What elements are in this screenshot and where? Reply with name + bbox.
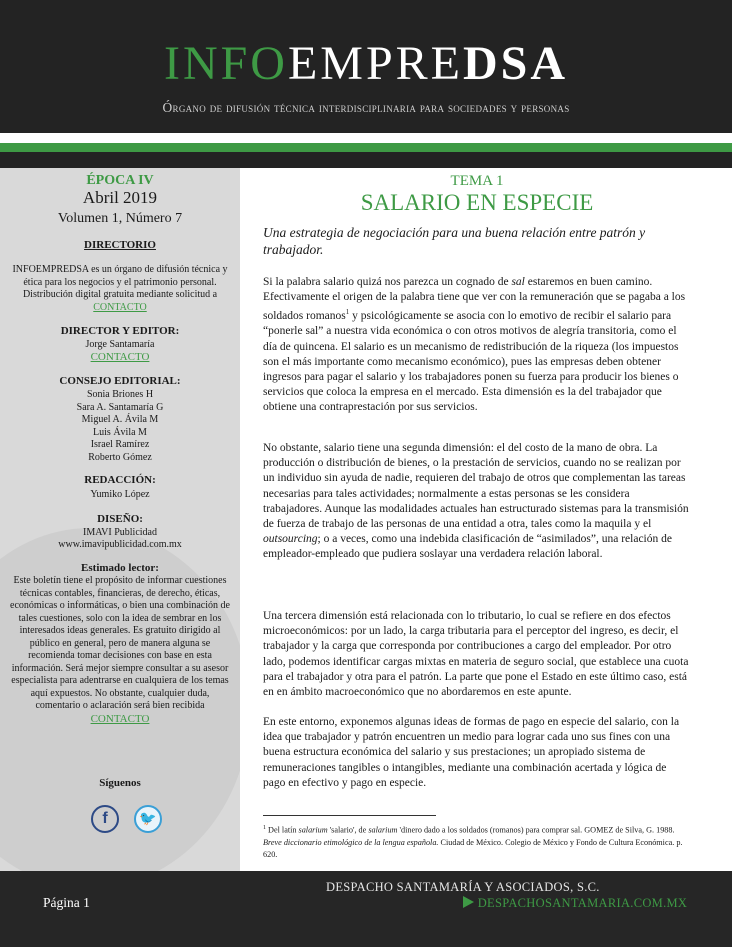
sidebar (0, 168, 240, 871)
p1-sal: sal (511, 276, 525, 288)
directorio-heading: DIRECTORIO (84, 239, 156, 251)
fn-italic: salarium (298, 825, 328, 835)
firm-website[interactable]: DESPACHOSANTAMARIA.COM.MX (477, 896, 688, 910)
redaccion-name: Yumiko López (90, 489, 150, 500)
fn-part: 'dinero dado a los soldados (romanos) para comprar sal. GOMEZ de Silva, G. 1988. (397, 825, 675, 835)
firm-name: DESPACHO SANTAMARÍA Y ASOCIADOS, S.C. (326, 880, 600, 894)
paragraph-3: Una tercera dimensión está relacionada con lo tributario, lo cual se refiere en dos efectos microeconómicos: por un lado, la carga tributaria para el perceptor del ingreso, es decir, el trabajador y la carga que corresponda por contribuciones a cargo del empleador. Por otro lado, podemos identificar cargas mixtas en materia de seguro social, que establece una cuota para el trabajador y otra para el patrón. La parte que pone el Estado en este último caso, está en en ámbito macroeconómico que no abordaremos en este apunte. (263, 610, 689, 699)
consejo-member: Sara A. Santamaría G (76, 401, 164, 413)
estimado-body: Este boletín tiene el propósito de informar cuestiones técnicas contables, financieras, de derecho, éticas, económicas o informáticas, o bien una combinación de tales cuestiones, solo con la idea de sembrar en los interesados ideas generales. Es gratuito dirigido al público en general, pero de manera alguna se recomienda tomar decisiones con base en esta información. Será mejor siempre consultar a su asesor especialista para adentrarse en cualquiera de los temas aquí expuestos. No obstante, cualquier duda, comentario o aclaración será bien recibida (10, 575, 230, 711)
director-contact-link[interactable]: CONTACTO (90, 351, 150, 363)
facebook-icon[interactable] (91, 805, 119, 833)
twitter-icon[interactable] (134, 805, 162, 833)
director-contact (0, 351, 240, 365)
footnote (263, 822, 691, 861)
p1-part: Si la palabra salario quizá nos parezca un cognado de (263, 276, 512, 288)
header-divider-white (0, 133, 732, 143)
contact-link[interactable]: CONTACTO (93, 301, 147, 313)
diseno-name: IMAVI Publicidad (83, 527, 157, 538)
footnote-ref: 1 (345, 308, 350, 317)
fn-italic: Breve diccionario etimológico de la lengua española. (263, 837, 439, 847)
consejo-list (0, 389, 240, 464)
consejo-member: Sonia Briones H (86, 389, 154, 400)
p1-part: y psicológicamente se asocia con lo emotivo de recibir el salario para “ponerle sal” a nuestra vida económica o con otros motivos de alegría transitoria, como el día de quincena. El salario es un mecanismo de redistribución de la riqueza (los impuestos son el más importante como mecanismo económico), pues las empresas deben obtener ingresos para pagar el salario y los trabajadores ponen su fuerza para producir los bienes o servicios que coloca la empresa en el mercado. Esta dimensión es la del trabajador que obtiene una contraprestación por sus servicios. (263, 310, 679, 414)
paragraph-2 (263, 441, 691, 563)
footnote-divider (263, 815, 436, 816)
facebook-glyph: f (102, 810, 108, 827)
consejo-member: Israel Ramírez (90, 439, 150, 450)
diseno-web: www.imavipublicidad.com.mx (58, 539, 182, 550)
redaccion-heading: REDACCIÓN: (84, 474, 156, 486)
directorio-body: INFOEMPREDSA es un órgano de difusión técnica y ética para los negocios y el patrimonio personal. Distribución digital gratuita mediante solicitud a (12, 264, 228, 300)
p2-outsourcing: outsourcing (263, 533, 318, 546)
fn-part: 'salario', de (327, 825, 369, 835)
article-subtitle: Una estrategia de negociación para una buena relación entre patrón y trabajador. (263, 225, 646, 257)
consejo-member: Roberto Gómez (88, 451, 152, 463)
estimado-text (7, 575, 233, 726)
consejo-member: Miguel A. Ávila M (81, 414, 159, 425)
fn-part: Del latín (266, 825, 299, 835)
epoca-label: ÉPOCA IV (86, 173, 154, 188)
paragraph-4: En este entorno, exponemos algunas ideas de formas de pago en especie del salario, con la idea que trabajador y patrón encuentren un medio para lograr cada uno sus fines con una buena estructura económica del salario y sus prestaciones; un apropiado sistema de remuneraciones tangibles o intangibles, mediante una combinación acertada y lógica de pago en efectivo y pago en especie. (263, 716, 680, 789)
directorio-text (10, 264, 230, 314)
article-title: SALARIO EN ESPECIE (360, 190, 594, 215)
brand-logo (0, 37, 732, 90)
arrow-right-icon (463, 896, 474, 908)
firm-website-link[interactable] (464, 896, 687, 911)
issue-date: Abril 2019 (82, 188, 158, 207)
estimado-heading: Estimado lector: (81, 562, 159, 574)
director-name: Jorge Santamaría (85, 339, 155, 350)
brand-empre: EMPRE (287, 37, 463, 90)
estimado-contact-link[interactable]: CONTACTO (90, 712, 150, 725)
tagline: Órgano de difusión técnica interdisciplinaria para sociedades y personas (162, 100, 570, 115)
topic-label: TEMA 1 (450, 173, 504, 189)
consejo-heading: CONSEJO EDITORIAL: (59, 375, 181, 387)
footer (0, 871, 732, 947)
brand-info: INFO (163, 37, 288, 90)
volume-number: Volumen 1, Número 7 (57, 211, 183, 226)
p2-part: No obstante, salario tiene una segunda dimensión: el del costo de la mano de obra. La producción o distribución de bienes, o la prestación de servicios, cuando no se realizan por un individuo sin ayuda de nadie, requieren del trabajo de otros que complementan las tareas necesarias para tales actividades; normalmente a estas personas se les considera trabajadores. Aunque las modalidades actuales han estructurado sistemas para la transmisión de fuerza de trabajo de las personas de una entidad a otra, tales como la maquila y el (263, 442, 689, 531)
fn-italic: salarium (368, 825, 398, 835)
siguenos-label: Síguenos (99, 777, 141, 789)
brand-dsa: DSA (463, 37, 569, 90)
header-divider-green (0, 143, 732, 152)
fn-part: Ciudad de México. Colegio de México y Fondo de Cultura Económica. p. 620. (263, 837, 683, 859)
masthead (0, 0, 732, 168)
footnote-number: 1 (263, 825, 266, 831)
twitter-glyph: 🐦 (139, 811, 157, 827)
director-heading: DIRECTOR Y EDITOR: (60, 325, 180, 337)
paragraph-1 (263, 275, 691, 416)
p1-part: estaremos en buen camino. Efectivamente el origen de la palabra tiene que ver con la remuneración que se pagaba a los soldados romanos (263, 276, 686, 323)
p2-part: ; o a veces, como una indebida clasificación de “asimilados”, una relación de empleador-empleado que pudiera soslayar una verdadera relación laboral. (263, 533, 672, 561)
consejo-member: Luis Ávila M (93, 426, 147, 438)
diseno-heading: DISEÑO: (97, 513, 143, 525)
page-number: Página 1 (43, 895, 90, 910)
